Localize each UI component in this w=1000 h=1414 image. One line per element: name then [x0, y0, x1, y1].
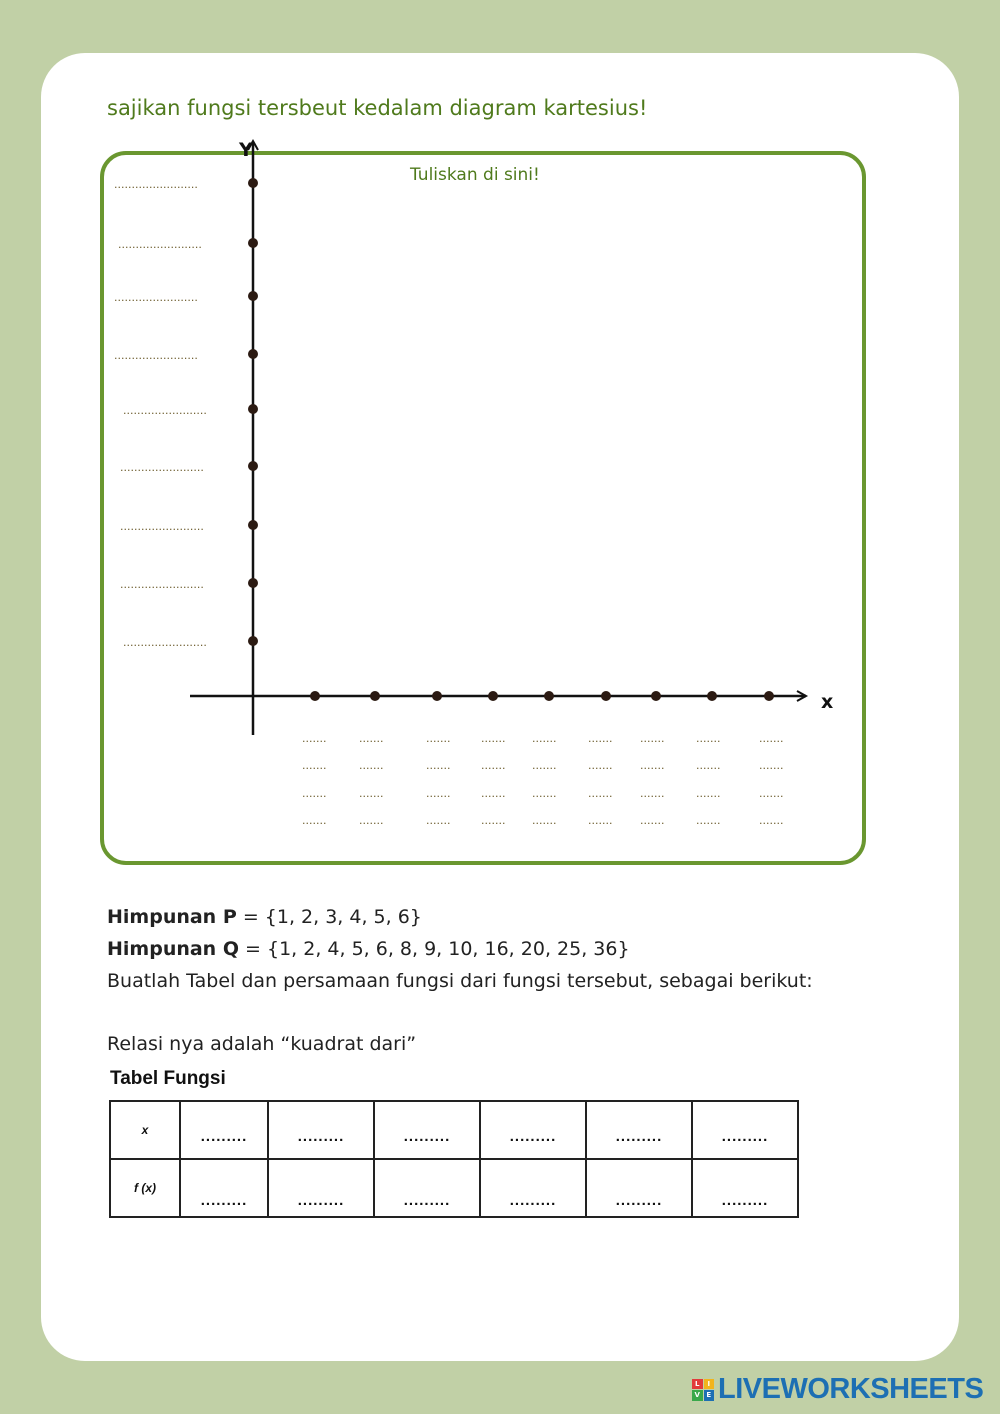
x-tick-point [707, 691, 717, 701]
table-cell[interactable]: ......... [692, 1101, 798, 1159]
set-q-value: = {1, 2, 4, 5, 6, 8, 9, 10, 16, 20, 25, 36} [245, 938, 630, 960]
x-tick-point [544, 691, 554, 701]
x-value-blank[interactable]: ....... [359, 814, 384, 827]
x-value-blank[interactable]: ....... [696, 759, 721, 772]
table-cell[interactable]: ......... [374, 1101, 480, 1159]
table-title: Tabel Fungsi [110, 1068, 226, 1089]
x-value-blank[interactable]: ....... [532, 814, 557, 827]
x-tick-point [370, 691, 380, 701]
function-table [109, 1100, 799, 1218]
table-cell[interactable]: ......... [480, 1101, 586, 1159]
x-value-blank[interactable]: ....... [302, 814, 327, 827]
x-value-blank[interactable]: ....... [532, 787, 557, 800]
table-cell[interactable]: ......... [180, 1101, 268, 1159]
x-tick-point [651, 691, 661, 701]
x-value-blank[interactable]: ....... [359, 787, 384, 800]
y-tick-point [248, 291, 258, 301]
x-value-blank[interactable]: ....... [759, 759, 784, 772]
y-value-blank[interactable]: ........................ [120, 520, 204, 533]
x-axis-label: x [821, 691, 834, 713]
x-tick-point [310, 691, 320, 701]
y-value-blank[interactable]: ........................ [123, 404, 207, 417]
set-p-value: = {1, 2, 3, 4, 5, 6} [242, 906, 422, 928]
table-cell[interactable]: ......... [480, 1159, 586, 1217]
x-value-blank[interactable]: ....... [588, 787, 613, 800]
y-value-blank[interactable]: ........................ [120, 461, 204, 474]
x-value-blank[interactable]: ....... [640, 759, 665, 772]
y-tick-point [248, 238, 258, 248]
x-value-blank[interactable]: ....... [588, 759, 613, 772]
relation-text: Relasi nya adalah “kuadrat dari” [107, 1033, 417, 1055]
x-value-blank[interactable]: ....... [696, 732, 721, 745]
logo-letter: E [704, 1390, 715, 1401]
x-value-blank[interactable]: ....... [426, 732, 451, 745]
y-axis-label: Y [239, 139, 253, 161]
table-cell[interactable]: ......... [180, 1159, 268, 1217]
y-tick-point [248, 578, 258, 588]
y-tick-point [248, 404, 258, 414]
y-value-blank[interactable]: ........................ [114, 349, 198, 362]
liveworksheets-logo-icon [692, 1379, 714, 1401]
table-cell[interactable]: ......... [374, 1159, 480, 1217]
instruction-text: sajikan fungsi tersbeut kedalam diagram kartesius! [107, 96, 648, 120]
x-value-blank[interactable]: ....... [359, 759, 384, 772]
x-value-blank[interactable]: ....... [302, 787, 327, 800]
x-value-blank[interactable]: ....... [696, 787, 721, 800]
x-value-blank[interactable]: ....... [640, 787, 665, 800]
x-value-blank[interactable]: ....... [532, 759, 557, 772]
x-value-blank[interactable]: ....... [481, 732, 506, 745]
table-cell[interactable]: ......... [692, 1159, 798, 1217]
set-q-line [107, 933, 899, 965]
axes [190, 139, 833, 735]
table-head-fx: f (x) [110, 1159, 180, 1217]
x-value-blank[interactable]: ....... [640, 732, 665, 745]
set-p-line [107, 901, 899, 933]
x-tick-point [488, 691, 498, 701]
x-value-blank[interactable]: ....... [426, 814, 451, 827]
y-tick-point [248, 520, 258, 530]
x-value-blank[interactable]: ....... [359, 732, 384, 745]
x-value-blank[interactable]: ....... [302, 759, 327, 772]
set-q-label: Himpunan Q [107, 938, 239, 960]
x-value-blank[interactable]: ....... [481, 759, 506, 772]
y-value-blank[interactable]: ........................ [114, 291, 198, 304]
table-head-x: x [110, 1101, 180, 1159]
y-tick-point [248, 349, 258, 359]
x-value-blank[interactable]: ....... [588, 732, 613, 745]
set-p-label: Himpunan P [107, 906, 237, 928]
x-value-blank[interactable]: ....... [759, 787, 784, 800]
x-value-blank[interactable]: ....... [759, 814, 784, 827]
table-row-fx [110, 1159, 798, 1217]
write-here-hint: Tuliskan di sini! [410, 165, 540, 185]
x-tick-point [432, 691, 442, 701]
logo-letter: L [692, 1379, 703, 1390]
task-text: Buatlah Tabel dan persamaan fungsi dari fungsi tersebut, sebagai berikut: [107, 970, 813, 992]
x-value-blank[interactable]: ....... [640, 814, 665, 827]
y-value-blank[interactable]: ........................ [118, 238, 202, 251]
brand-name: LIVEWORKSHEETS [718, 1373, 984, 1405]
table-row-x [110, 1101, 798, 1159]
x-tick-point [601, 691, 611, 701]
x-value-blank[interactable]: ....... [302, 732, 327, 745]
table-cell[interactable]: ......... [586, 1101, 692, 1159]
liveworksheets-brand[interactable] [692, 1373, 983, 1406]
table-cell[interactable]: ......... [268, 1159, 374, 1217]
y-value-blank[interactable]: ........................ [120, 578, 204, 591]
logo-letter: V [692, 1390, 703, 1401]
x-value-blank[interactable]: ....... [759, 732, 784, 745]
x-value-blank[interactable]: ....... [426, 787, 451, 800]
y-tick-point [248, 461, 258, 471]
y-tick-point [248, 178, 258, 188]
x-value-blank[interactable]: ....... [426, 759, 451, 772]
table-cell[interactable]: ......... [268, 1101, 374, 1159]
table-cell[interactable]: ......... [586, 1159, 692, 1217]
y-value-blank[interactable]: ........................ [123, 636, 207, 649]
x-tick-point [764, 691, 774, 701]
x-value-blank[interactable]: ....... [481, 787, 506, 800]
logo-letter: I [704, 1379, 715, 1390]
y-value-blank[interactable]: ........................ [114, 178, 198, 191]
x-value-blank[interactable]: ....... [696, 814, 721, 827]
x-value-blank[interactable]: ....... [588, 814, 613, 827]
y-tick-point [248, 636, 258, 646]
x-value-blank[interactable]: ....... [532, 732, 557, 745]
x-value-blank[interactable]: ....... [481, 814, 506, 827]
